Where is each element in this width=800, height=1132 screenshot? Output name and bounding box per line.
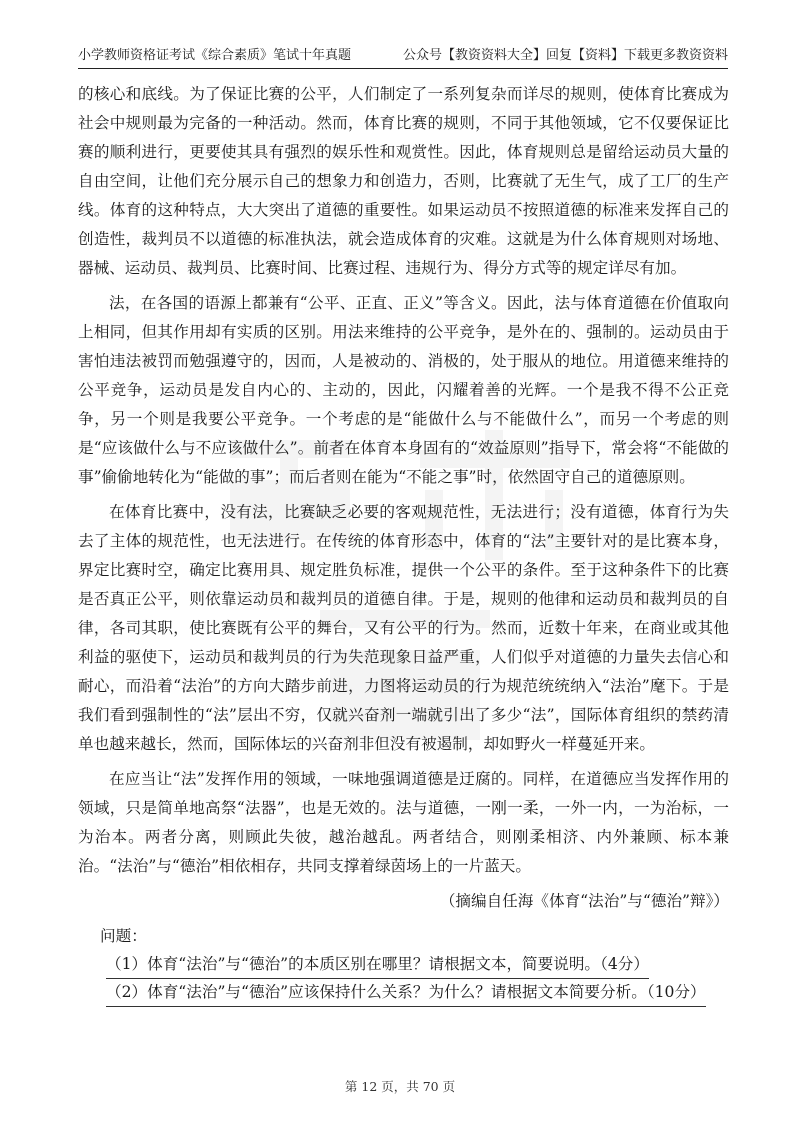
citation: （摘编自任海《体育“法治”与“德治”辩》） <box>439 892 729 910</box>
page-number: 第 12 页，共 70 页 <box>344 1079 456 1094</box>
paragraph-4: 在应当让“法”发挥作用的领域，一味地强调道德是迂腐的。同样，在道德应当发挥作用的领域，只是简单地高祭“法器”，也是无效的。法与道德，一刚一柔，一外一内，一为治标，一为治本。两者分离，则顾此失彼，越治越乱。两者结合，则刚柔相济、内外兼顾、标本兼治。“法治”与“德治”相依相存，共同支撑着绿茵场上的一片蓝天。 <box>78 770 729 875</box>
article-body <box>78 80 729 1007</box>
page-header <box>78 44 728 69</box>
questions-heading: 问题： <box>100 927 147 945</box>
paragraph-1: 的核心和底线。为了保证比赛的公平，人们制定了一系列复杂而详尽的规则，使体育比赛成为社会中规则最为完备的一种活动。然而，体育比赛的规则，不同于其他领域，它不仅要保证比赛的顺利进行，更要使其具有强烈的娱乐性和观赏性。因此，体育规则总是留给运动员大量的自由空间，让他们充分展示自己的想象力和创造力，否则，比赛就了无生气，成了工厂的生产线。体育的这种特点，大大突出了道德的重要性。如果运动员不按照道德的标准来发挥自己的创造性，裁判员不以道德的标准执法，就会造成体育的灾难。这就是为什么体育规则对场地、器械、运动员、裁判员、比赛时间、比赛过程、违规行为、得分方式等的规定详尽有加。 <box>78 85 729 277</box>
paragraph-3: 在体育比赛中，没有法，比赛缺乏必要的客观规范性，无法进行；没有道德，体育行为失去了主体的规范性，也无法进行。在传统的体育形态中，体育的“法”主要针对的是比赛本身，界定比赛时空，确定比赛用具、规定胜负标准，提供一个公平的条件。至于这种条件下的比赛是否真正公平，则依靠运动员和裁判员的道德自律。于是，规则的他律和运动员和裁判员的自律，各司其职，使比赛既有公平的舞台，又有公平的行为。然而，近数十年来，在商业或其他利益的驱使下，运动员和裁判员的行为失范现象日益严重，人们似乎对道德的力量失去信心和耐心，而沿着“法治”的方向大踏步前进，力图将运动员的行为规范统统纳入“法治”麾下。于是我们看到强制性的“法”层出不穷，仅就兴奋剂一端就引出了多少“法”，国际体育组织的禁药清单也越来越长，然而，国际体坛的兴奋剂非但没有被遏制，却如野火一样蔓延开来。 <box>78 503 729 753</box>
paragraph-2: 法，在各国的语源上都兼有“公平、正直、正义”等含义。因此，法与体育道德在价值取向上相同，但其作用却有实质的区别。用法来维持的公平竞争，是外在的、强制的。运动员由于害怕违法被罚而勉强遵守的，因而，人是被动的、消极的，处于服从的地位。用道德来维持的公平竞争，运动员是发自内心的、主动的，因此，闪耀着善的光辉。一个是我不得不公正竞争，另一个则是我要公平竞争。一个考虑的是“能做什么与不能做什么”，而另一个考虑的则是“应该做什么与不应该做什么”。前者在体育本身固有的“效益原则”指导下，常会将“不能做的事”偷偷地转化为“能做的事”；而后者则在能为“不能之事”时，依然固守自己的道德原则。 <box>78 294 729 486</box>
header-promo: 公众号【教资资料大全】回复【资料】下载更多教资资料 <box>402 48 728 63</box>
header-title: 小学教师资格证考试《综合素质》笔试十年真题 <box>78 48 352 63</box>
question-2: （2）体育“法治”与“德治”应该保持什么关系？为什么？请根据文本简要分析。（10分） <box>106 979 706 1007</box>
question-1: （1）体育“法治”与“德治”的本质区别在哪里？请根据文本，简要说明。（4分） <box>106 951 649 979</box>
